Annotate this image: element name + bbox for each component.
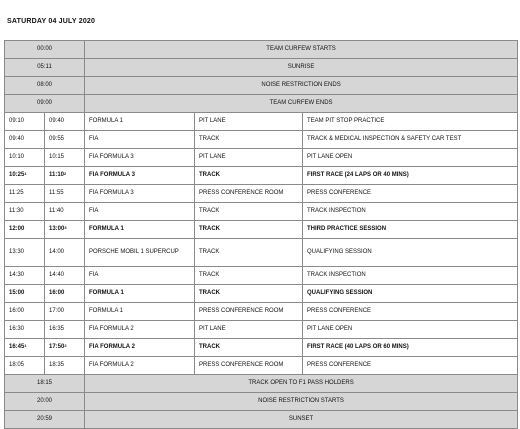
time-cell: [5, 375, 85, 393]
location-cell-text: PRESS CONFERENCE ROOM: [199, 190, 284, 196]
event-cell-text: SUNRISE: [287, 64, 315, 70]
table-row: [5, 113, 518, 131]
end-time-cell-footnote: 2: [64, 343, 67, 348]
event-cell-text: TEAM CURFEW STARTS: [266, 46, 336, 52]
start-time-cell: [5, 131, 45, 149]
start-time-cell-footnote: 1: [24, 171, 27, 176]
time-cell: [5, 77, 85, 95]
event-cell-text: THIRD PRACTICE SESSION: [307, 226, 387, 232]
end-time-cell: [45, 357, 85, 375]
event-cell: [85, 77, 518, 95]
location-cell: [195, 303, 303, 321]
end-time-cell: [45, 131, 85, 149]
location-cell-text: PIT LANE: [199, 154, 226, 160]
end-time-cell: [45, 167, 85, 185]
end-time-cell-text: 09:55: [49, 136, 65, 142]
location-cell-text: PIT LANE: [199, 326, 226, 332]
location-cell-text: TRACK: [199, 272, 220, 278]
time-cell: [5, 411, 85, 429]
start-time-cell: [5, 113, 45, 131]
end-time-cell-text: 11:10: [49, 172, 65, 178]
start-time-cell-text: 09:10: [9, 118, 25, 124]
event-cell: [85, 393, 518, 411]
end-time-cell-text: 11:55: [49, 190, 64, 196]
event-cell-text: TRACK INSPECTION: [307, 272, 366, 278]
event-cell: [85, 41, 518, 59]
start-time-cell: [5, 203, 45, 221]
table-row: [5, 221, 518, 239]
schedule-date: SATURDAY 04 JULY 2020: [7, 18, 96, 25]
location-cell-text: TRACK: [199, 136, 220, 142]
start-time-cell-text: 10:10: [9, 154, 25, 160]
table-row: [5, 375, 518, 393]
start-time-cell-text: 14:30: [9, 272, 25, 278]
time-cell: [5, 41, 85, 59]
event-cell-text: TRACK & MEDICAL INSPECTION & SAFETY CAR TEST: [307, 136, 462, 142]
end-time-cell-text: 17:00: [49, 308, 65, 314]
series-cell: [85, 149, 195, 167]
event-cell: [303, 285, 518, 303]
series-cell-text: FIA: [89, 136, 99, 142]
time-cell: [5, 95, 85, 113]
end-time-cell-text: 10:15: [49, 154, 65, 160]
end-time-cell-text: 13:00: [49, 226, 65, 232]
event-cell: [303, 203, 518, 221]
start-time-cell: [5, 149, 45, 167]
table-row: [5, 239, 518, 267]
start-time-cell-text: 15:00: [9, 290, 25, 296]
location-cell-text: PIT LANE: [199, 118, 226, 124]
table-row: [5, 167, 518, 185]
series-cell: [85, 167, 195, 185]
table-row: [5, 41, 518, 59]
end-time-cell: [45, 203, 85, 221]
series-cell-text: FIA FORMULA 2: [89, 326, 134, 332]
event-cell-text: PRESS CONFERENCE: [307, 190, 372, 196]
location-cell: [195, 321, 303, 339]
series-cell-text: FIA FORMULA 3: [89, 154, 134, 160]
table-row: [5, 303, 518, 321]
end-time-cell: [45, 185, 85, 203]
end-time-cell: [45, 221, 85, 239]
table-row: [5, 357, 518, 375]
start-time-cell-text: 12:00: [9, 226, 25, 232]
end-time-cell-footnote: 2: [64, 171, 67, 176]
start-time-cell: [5, 339, 45, 357]
start-time-cell: [5, 185, 45, 203]
event-cell: [303, 221, 518, 239]
event-cell-text: NOISE RESTRICTION ENDS: [261, 82, 341, 88]
location-cell: [195, 131, 303, 149]
event-cell-text: TEAM PIT STOP PRACTICE: [307, 118, 385, 124]
event-cell: [303, 303, 518, 321]
series-cell-text: FORMULA 1: [89, 118, 124, 124]
time-cell: [5, 59, 85, 77]
end-time-cell: [45, 303, 85, 321]
event-cell-text: QUALIFYING SESSION: [307, 290, 373, 296]
event-cell: [303, 321, 518, 339]
event-cell: [85, 59, 518, 77]
start-time-cell-text: 16:30: [9, 326, 25, 332]
end-time-cell-text: 16:00: [49, 290, 65, 296]
table-row: [5, 285, 518, 303]
event-cell-text: TRACK INSPECTION: [307, 208, 366, 214]
series-cell: [85, 131, 195, 149]
series-cell-text: FIA FORMULA 2: [89, 344, 135, 350]
table-row: [5, 149, 518, 167]
location-cell: [195, 285, 303, 303]
start-time-cell-text: 18:05: [9, 362, 25, 368]
start-time-cell-text: 16:00: [9, 308, 25, 314]
series-cell-text: FIA FORMULA 3: [89, 190, 134, 196]
start-time-cell-text: 11:30: [9, 208, 24, 214]
event-cell-text: SUNSET: [288, 416, 314, 422]
start-time-cell: [5, 285, 45, 303]
end-time-cell: [45, 113, 85, 131]
event-cell: [303, 167, 518, 185]
time-cell-text: 18:15: [37, 380, 53, 386]
event-cell: [303, 239, 518, 267]
series-cell-text: FORMULA 1: [89, 290, 124, 296]
series-cell: [85, 339, 195, 357]
end-time-cell: [45, 149, 85, 167]
event-cell: [303, 357, 518, 375]
end-time-cell: [45, 267, 85, 285]
location-cell-text: TRACK: [199, 249, 220, 255]
table-row: [5, 131, 518, 149]
event-cell: [85, 411, 518, 429]
location-cell: [195, 113, 303, 131]
end-time-cell-text: 17:50: [49, 344, 65, 350]
schedule-table: [4, 40, 518, 429]
event-cell: [303, 339, 518, 357]
time-cell-text: 05:11: [37, 64, 52, 70]
series-cell: [85, 113, 195, 131]
table-row: [5, 393, 518, 411]
end-time-cell-footnote: 3: [64, 225, 67, 230]
end-time-cell: [45, 339, 85, 357]
series-cell: [85, 267, 195, 285]
start-time-cell: [5, 221, 45, 239]
event-cell-text: PRESS CONFERENCE: [307, 308, 372, 314]
end-time-cell-text: 14:00: [49, 249, 65, 255]
event-cell: [303, 267, 518, 285]
time-cell-text: 09:00: [37, 100, 53, 106]
start-time-cell-text: 09:40: [9, 136, 25, 142]
event-cell-text: TRACK OPEN TO F1 PASS HOLDERS: [248, 380, 354, 386]
series-cell: [85, 321, 195, 339]
start-time-cell-text: 11:25: [9, 190, 24, 196]
location-cell: [195, 203, 303, 221]
event-cell: [303, 185, 518, 203]
location-cell-text: TRACK: [199, 208, 220, 214]
series-cell-text: FIA: [89, 272, 99, 278]
time-cell-text: 20:59: [37, 416, 53, 422]
location-cell-text: TRACK: [199, 290, 221, 296]
event-cell-text: TEAM CURFEW ENDS: [269, 100, 333, 106]
location-cell: [195, 339, 303, 357]
series-cell-text: FIA FORMULA 3: [89, 172, 135, 178]
location-cell: [195, 221, 303, 239]
location-cell-text: TRACK: [199, 344, 221, 350]
location-cell: [195, 267, 303, 285]
end-time-cell: [45, 239, 85, 267]
series-cell-text: FIA: [89, 208, 99, 214]
table-row: [5, 77, 518, 95]
event-cell-text: PIT LANE OPEN: [307, 326, 353, 332]
series-cell-text: FORMULA 1: [89, 226, 124, 232]
location-cell-text: TRACK: [199, 226, 221, 232]
series-cell: [85, 203, 195, 221]
location-cell: [195, 167, 303, 185]
series-cell: [85, 221, 195, 239]
table-row: [5, 59, 518, 77]
table-row: [5, 203, 518, 221]
event-cell-text: PRESS CONFERENCE: [307, 362, 372, 368]
end-time-cell-text: 09:40: [49, 118, 65, 124]
time-cell-text: 00:00: [37, 46, 53, 52]
event-cell: [303, 113, 518, 131]
event-cell-text: FIRST RACE (24 LAPS OR 40 MINS): [307, 172, 409, 178]
end-time-cell: [45, 285, 85, 303]
series-cell-text: FIA FORMULA 2: [89, 362, 134, 368]
table-row: [5, 267, 518, 285]
location-cell: [195, 149, 303, 167]
series-cell: [85, 239, 195, 267]
location-cell: [195, 357, 303, 375]
series-cell: [85, 185, 195, 203]
location-cell-text: PRESS CONFERENCE ROOM: [199, 362, 284, 368]
start-time-cell-text: 16:45: [9, 344, 25, 350]
event-cell-text: FIRST RACE (40 LAPS OR 60 MINS): [307, 344, 409, 350]
event-cell-text: PIT LANE OPEN: [307, 154, 353, 160]
table-row: [5, 339, 518, 357]
event-cell-text: QUALIFYING SESSION: [307, 249, 372, 255]
table-row: [5, 411, 518, 429]
time-cell: [5, 393, 85, 411]
location-cell: [195, 239, 303, 267]
event-cell: [85, 95, 518, 113]
series-cell: [85, 357, 195, 375]
event-cell: [303, 131, 518, 149]
start-time-cell-text: 13:30: [9, 249, 25, 255]
series-cell: [85, 303, 195, 321]
location-cell: [195, 185, 303, 203]
start-time-cell: [5, 239, 45, 267]
start-time-cell-footnote: 1: [24, 343, 27, 348]
location-cell-text: TRACK: [199, 172, 221, 178]
series-cell-text: PORSCHE MOBIL 1 SUPERCUP: [89, 249, 179, 255]
location-cell-text: PRESS CONFERENCE ROOM: [199, 308, 284, 314]
end-time-cell-text: 18:35: [49, 362, 65, 368]
table-row: [5, 185, 518, 203]
start-time-cell: [5, 303, 45, 321]
start-time-cell: [5, 321, 45, 339]
end-time-cell: [45, 321, 85, 339]
start-time-cell: [5, 357, 45, 375]
event-cell-text: NOISE RESTRICTION STARTS: [258, 398, 344, 404]
table-row: [5, 321, 518, 339]
schedule-body: [5, 41, 518, 429]
end-time-cell-text: 14:40: [49, 272, 65, 278]
event-cell: [303, 149, 518, 167]
start-time-cell-text: 10:25: [9, 172, 25, 178]
start-time-cell: [5, 167, 45, 185]
event-cell: [85, 375, 518, 393]
series-cell-text: FORMULA 1: [89, 308, 124, 314]
table-row: [5, 95, 518, 113]
end-time-cell-text: 16:35: [49, 326, 65, 332]
time-cell-text: 08:00: [37, 82, 53, 88]
start-time-cell: [5, 267, 45, 285]
series-cell: [85, 285, 195, 303]
time-cell-text: 20:00: [37, 398, 53, 404]
end-time-cell-text: 11:40: [49, 208, 64, 214]
